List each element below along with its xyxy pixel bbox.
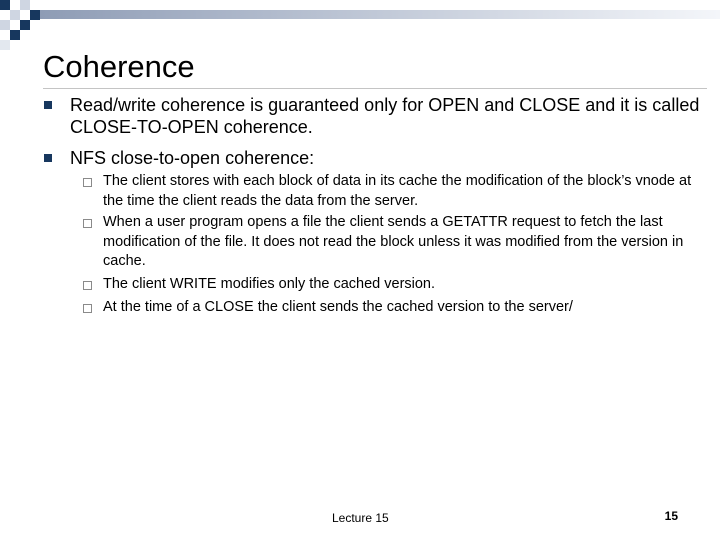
bullet-text: NFS close-to-open coherence: [70,148,315,168]
checker-pattern [0,0,40,50]
hollow-square-bullet-icon [83,178,92,187]
sub-bullet-text: The client WRITE modifies only the cached version. [103,276,436,292]
hollow-square-bullet-icon [83,219,92,228]
sub-bullet-text: The client stores with each block of data in its cache the modification of the block’s vnode at the time the client reads the data from the server. [103,173,692,209]
square-bullet-icon [44,101,52,109]
sub-bullet-text: When a user program opens a file the client sends a GETATTR request to fetch the last modification of the file. It does not read the block unless it was modified from the version in cache. [103,214,684,269]
title-divider [43,88,707,89]
sub-bullet-text: At the time of a CLOSE the client sends the cached version to the server/ [103,299,573,315]
hollow-square-bullet-icon [83,304,92,313]
footer-label: Lecture 15 [332,511,389,525]
slide-title: Coherence [43,49,195,84]
header-decoration [0,0,720,50]
hollow-square-bullet-icon [83,281,92,290]
page-number: 15 [664,509,678,523]
square-bullet-icon [44,154,52,162]
bullet-text: Read/write coherence is guaranteed only for OPEN and CLOSE and it is called CLOSE-TO-OPEN coherence. [70,95,700,137]
